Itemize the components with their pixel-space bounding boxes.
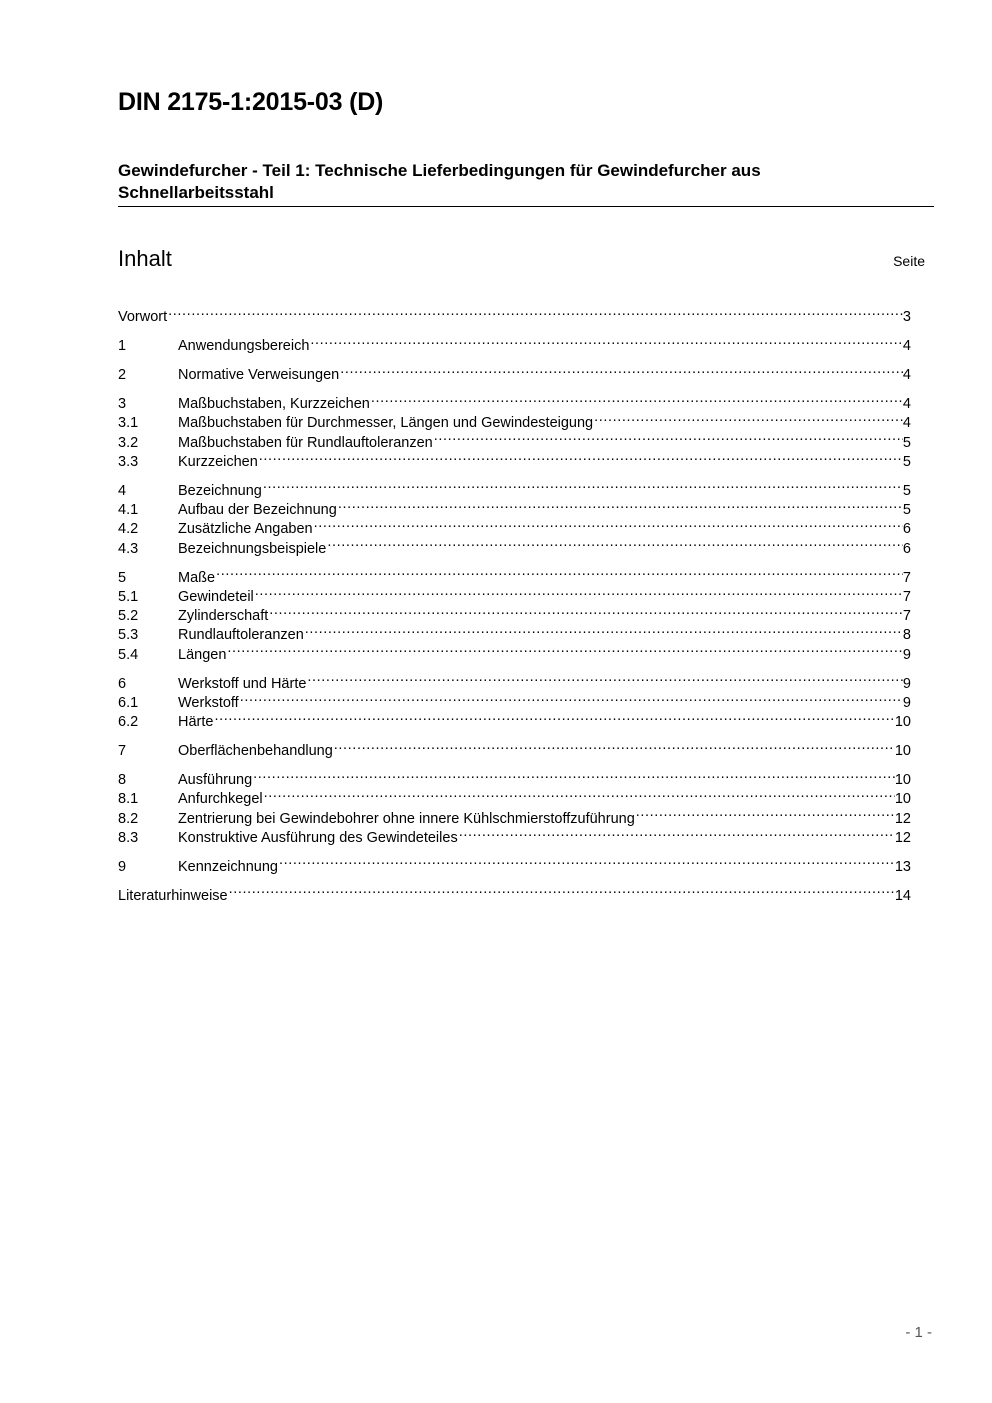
toc-dot-leader bbox=[268, 601, 903, 620]
toc-entry-page: 10 bbox=[894, 771, 911, 788]
toc-entry-title: Zylinderschaft bbox=[178, 608, 269, 625]
toc-entry-title: Kurzzeichen bbox=[178, 453, 258, 470]
toc-entry-title: Anwendungsbereich bbox=[178, 338, 310, 355]
toc-entry-page: 9 bbox=[902, 694, 911, 711]
toc-entry[interactable] bbox=[118, 331, 911, 355]
toc-entry-page: 12 bbox=[894, 810, 911, 827]
toc-entry[interactable] bbox=[118, 668, 911, 692]
toc-entry-title: Bezeichnungsbeispiele bbox=[178, 540, 327, 557]
toc-entry-page: 7 bbox=[902, 588, 911, 605]
toc-dot-leader bbox=[226, 639, 903, 658]
toc-entry-title: Zusätzliche Angaben bbox=[178, 521, 313, 538]
toc-entry-number: 4.2 bbox=[118, 521, 139, 538]
toc-entry-number: 5.1 bbox=[118, 588, 139, 605]
toc-dot-leader bbox=[262, 475, 903, 494]
toc-entry[interactable] bbox=[118, 302, 911, 326]
toc-entry-page: 4 bbox=[902, 395, 911, 412]
toc-dot-leader bbox=[309, 331, 903, 350]
toc-entry-title: Aufbau der Bezeichnung bbox=[178, 502, 337, 519]
toc-entry-title: Maßbuchstaben für Durchmesser, Längen und Gewindesteigung bbox=[178, 415, 594, 432]
toc-page-column-label: Seite bbox=[893, 253, 925, 269]
toc-dot-leader bbox=[258, 447, 903, 466]
toc-entry-number: 6 bbox=[118, 675, 127, 692]
toc-entry-title: Härte bbox=[178, 714, 214, 731]
toc-entry-page: 14 bbox=[894, 887, 911, 904]
toc-dot-leader bbox=[213, 707, 894, 726]
toc-entry[interactable] bbox=[118, 707, 911, 731]
toc-entry-number: 5.4 bbox=[118, 646, 139, 663]
toc-entry-page: 3 bbox=[902, 309, 911, 326]
toc-entry-title: Anfurchkegel bbox=[178, 791, 263, 808]
toc-entry[interactable] bbox=[118, 389, 911, 412]
toc-dot-leader bbox=[215, 562, 903, 581]
toc-entry-page: 6 bbox=[902, 521, 911, 538]
title-divider bbox=[118, 206, 934, 207]
toc-dot-leader bbox=[228, 880, 895, 899]
toc-entry[interactable] bbox=[118, 582, 911, 605]
toc-entry[interactable] bbox=[118, 880, 911, 904]
toc-entry-page: 4 bbox=[902, 415, 911, 432]
toc-dot-leader bbox=[339, 360, 903, 379]
table-of-contents bbox=[118, 302, 911, 904]
toc-entry-number: 5.3 bbox=[118, 627, 139, 644]
toc-entry-number: 8.1 bbox=[118, 791, 139, 808]
toc-entry-page: 9 bbox=[902, 675, 911, 692]
toc-entry-number: 3.2 bbox=[118, 434, 139, 451]
toc-dot-leader bbox=[278, 851, 895, 870]
toc-entry-page: 13 bbox=[894, 858, 911, 875]
toc-entry-title: Kennzeichnung bbox=[178, 858, 278, 875]
toc-entry-number: 8.3 bbox=[118, 829, 139, 846]
toc-dot-leader bbox=[252, 765, 895, 784]
toc-entry-number: 4.3 bbox=[118, 540, 139, 557]
toc-dot-leader bbox=[370, 389, 903, 408]
toc-entry-title: Maße bbox=[178, 569, 216, 586]
toc-entry-number: 3.3 bbox=[118, 453, 139, 470]
toc-entry-title: Gewindeteil bbox=[178, 588, 254, 605]
toc-dot-leader bbox=[433, 427, 903, 446]
toc-dot-leader bbox=[326, 533, 903, 552]
toc-entry-page: 10 bbox=[894, 791, 911, 808]
toc-entry-title: Bezeichnung bbox=[178, 482, 262, 499]
toc-entry-page: 6 bbox=[902, 540, 911, 557]
toc-entry-page: 12 bbox=[894, 829, 911, 846]
toc-entry-title: Maßbuchstaben, Kurzzeichen bbox=[178, 395, 370, 412]
toc-dot-leader bbox=[593, 408, 903, 427]
toc-dot-leader bbox=[304, 620, 903, 639]
toc-entry-title: Rundlauftoleranzen bbox=[178, 627, 304, 644]
toc-entry[interactable] bbox=[118, 562, 911, 586]
toc-entry[interactable] bbox=[118, 765, 911, 788]
toc-entry[interactable] bbox=[118, 360, 911, 384]
toc-entry-title: Normative Verweisungen bbox=[178, 367, 340, 384]
toc-entry-page: 4 bbox=[902, 338, 911, 355]
toc-entry-title: Werkstoff bbox=[178, 694, 239, 711]
toc-entry-page: 5 bbox=[902, 502, 911, 519]
toc-entry-number: 8.2 bbox=[118, 810, 139, 827]
toc-dot-leader bbox=[458, 823, 895, 842]
toc-entry-page: 7 bbox=[902, 608, 911, 625]
toc-entry-number: 9 bbox=[118, 858, 127, 875]
toc-entry-title: Werkstoff und Härte bbox=[178, 675, 307, 692]
page-number: - 1 - bbox=[905, 1324, 932, 1341]
toc-entry-title: Konstruktive Ausführung des Gewindeteiles bbox=[178, 829, 458, 846]
toc-entry[interactable] bbox=[118, 736, 911, 760]
toc-entry-number: 3 bbox=[118, 395, 127, 412]
toc-entry-title: Vorwort bbox=[118, 309, 168, 326]
toc-entry-number: 6.1 bbox=[118, 694, 139, 711]
toc-entry-number: 1 bbox=[118, 338, 127, 355]
toc-entry-number: 5.2 bbox=[118, 608, 139, 625]
document-subtitle: Gewindefurcher - Teil 1: Technische Lieferbedingungen für Gewindefurcher aus Schnellarbeitsstahl bbox=[118, 161, 761, 202]
document-id: DIN 2175-1:2015-03 (D) bbox=[118, 88, 384, 116]
toc-dot-leader bbox=[635, 803, 895, 822]
toc-entry-page: 9 bbox=[902, 646, 911, 663]
toc-dot-leader bbox=[306, 668, 903, 687]
toc-dot-leader bbox=[333, 736, 895, 755]
toc-entry-number: 7 bbox=[118, 743, 127, 760]
toc-dot-leader bbox=[167, 302, 903, 321]
toc-entry[interactable] bbox=[118, 639, 911, 663]
toc-entry-number: 8 bbox=[118, 771, 127, 788]
toc-entry-page: 5 bbox=[902, 453, 911, 470]
toc-entry-title: Maßbuchstaben für Rundlauftoleranzen bbox=[178, 434, 433, 451]
toc-entry-page: 5 bbox=[902, 482, 911, 499]
toc-entry-number: 5 bbox=[118, 569, 127, 586]
toc-entry-title: Längen bbox=[178, 646, 227, 663]
toc-entry[interactable] bbox=[118, 475, 911, 499]
toc-entry-page: 5 bbox=[902, 434, 911, 451]
toc-heading: Inhalt bbox=[118, 246, 172, 271]
toc-entry-number: 3.1 bbox=[118, 415, 139, 432]
toc-entry-title: Zentrierung bei Gewindebohrer ohne innere Kühlschmierstoffzuführung bbox=[178, 810, 635, 827]
toc-dot-leader bbox=[239, 688, 903, 707]
toc-entry-title: Oberflächenbehandlung bbox=[178, 743, 333, 760]
toc-entry-number: 2 bbox=[118, 367, 127, 384]
toc-entry-page: 8 bbox=[902, 627, 911, 644]
toc-entry-page: 7 bbox=[902, 569, 911, 586]
toc-entry-number: 6.2 bbox=[118, 714, 139, 731]
toc-entry-page: 4 bbox=[902, 367, 911, 384]
toc-dot-leader bbox=[263, 784, 895, 803]
toc-entry[interactable] bbox=[118, 851, 911, 875]
toc-entry-page: 10 bbox=[894, 743, 911, 760]
toc-entry-title: Literaturhinweise bbox=[118, 887, 228, 904]
toc-entry-title: Ausführung bbox=[178, 771, 253, 788]
toc-entry-number: 4.1 bbox=[118, 502, 139, 519]
toc-dot-leader bbox=[337, 495, 903, 514]
toc-dot-leader bbox=[313, 514, 903, 533]
toc-entry-page: 10 bbox=[894, 714, 911, 731]
toc-entry-number: 4 bbox=[118, 482, 127, 499]
toc-dot-leader bbox=[254, 582, 903, 601]
